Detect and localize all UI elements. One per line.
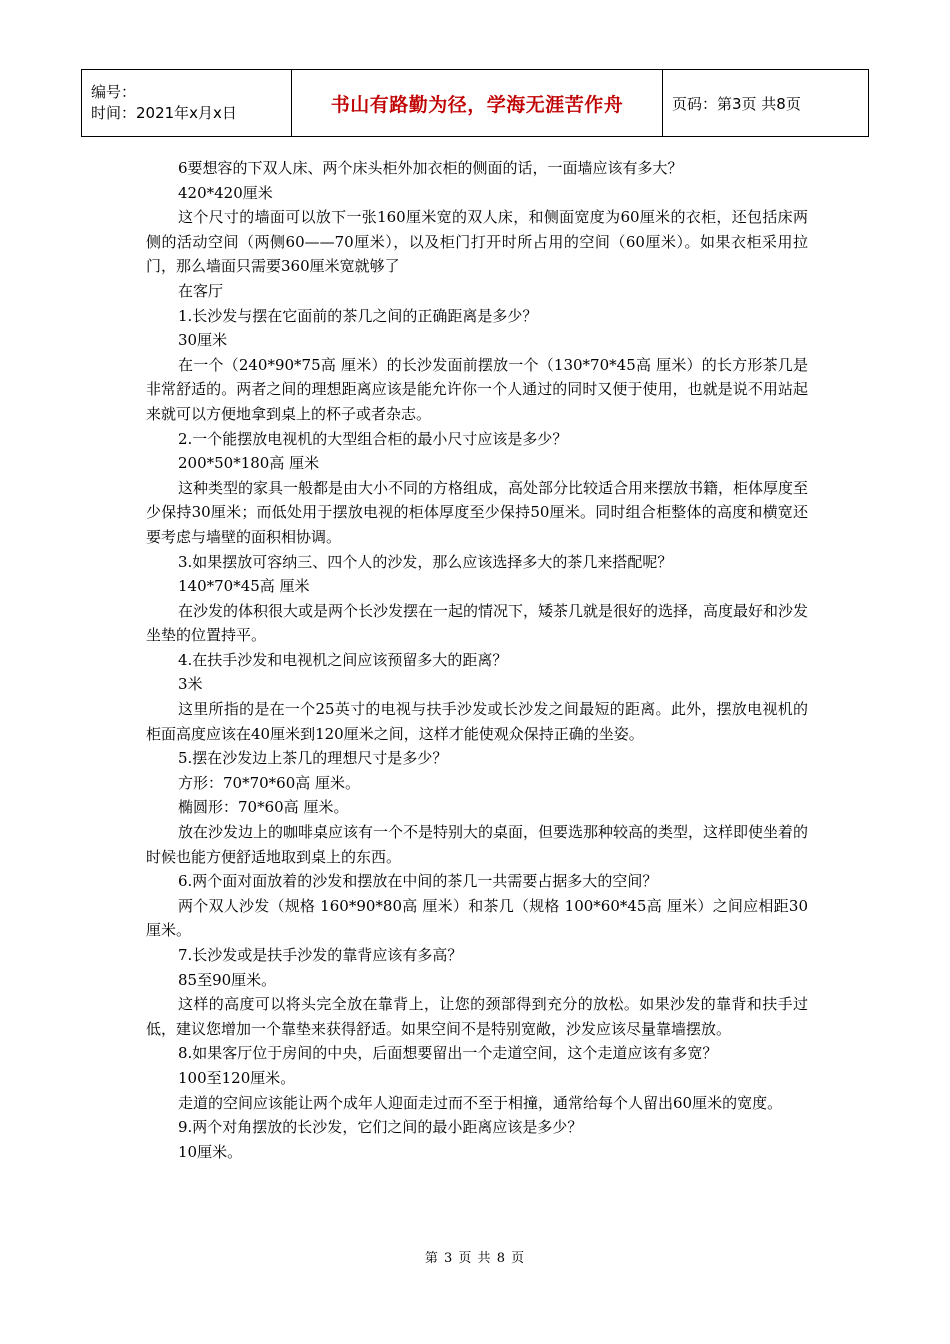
paragraph: 2.一个能摆放电视机的大型组合柜的最小尺寸应该是多少？ — [178, 429, 568, 448]
page-number-cell — [663, 70, 869, 137]
number-label: 编号： — [91, 83, 137, 101]
page-footer: 第 3 页 共 8 页 — [424, 1251, 526, 1266]
paragraph: 6要想容的下双人床、两个床头柜外加衣柜的侧面的话，一面墙应该有多大？ — [178, 159, 683, 177]
header-meta-cell — [82, 70, 292, 137]
paragraph: 在沙发的体积很大或是两个长沙发摆在一起的情况下，矮茶几就是很好的选择，高度最好和沙发坐垫的位置持平。 — [146, 601, 809, 645]
paragraph: 方形：70*70*60高 厘米。 — [178, 773, 361, 792]
paragraph: 85至90厘米。 — [178, 970, 277, 989]
paragraph: 4.在扶手沙发和电视机之间应该预留多大的距离？ — [178, 650, 508, 669]
paragraph: 椭圆形：70*60高 厘米。 — [178, 798, 349, 817]
paragraph: 在客厅 — [178, 281, 224, 300]
paragraph: 这里所指的是在一个25英寸的电视与扶手沙发或长沙发之间最短的距离。此外，摆放电视机的柜面高度应该在40厘米到120厘米之间，这样才能使观众保持正确的坐姿。 — [146, 700, 808, 743]
paragraph: 8.如果客厅位于房间的中央，后面想要留出一个走道空间，这个走道应该有多宽？ — [178, 1044, 718, 1063]
paragraph: 1.长沙发与摆在它面前的茶几之间的正确距离是多少？ — [178, 306, 538, 325]
motto-cell — [292, 70, 663, 137]
paragraph: 140*70*45高 厘米 — [178, 577, 310, 596]
paragraph: 30厘米 — [178, 331, 228, 350]
paragraph: 这种类型的家具一般都是由大小不同的方格组成，高处部分比较适合用来摆放书籍，柜体厚度至少保持30厘米；而低处用于摆放电视的柜体厚度至少保持50厘米。同时组合柜整体的高度和横宽还要考虑与墙壁的面积相协调。 — [146, 478, 809, 546]
paragraph: 9.两个对角摆放的长沙发，它们之间的最小距离应该是多少？ — [178, 1118, 583, 1137]
paragraph: 420*420厘米 — [178, 183, 273, 202]
paragraph: 200*50*180高 厘米 — [178, 454, 320, 473]
paragraph: 放在沙发边上的咖啡桌应该有一个不是特别大的桌面，但要选那种较高的类型，这样即使坐着的时候也能方便舒适地取到桌上的东西。 — [146, 823, 809, 866]
page-label: 页码：第3页 共8页 — [672, 94, 801, 113]
motto-text: 书山有路勤为径，学海无涯苦作舟 — [330, 93, 624, 116]
header-table — [81, 69, 869, 137]
paragraph: 6.两个面对面放着的沙发和摆放在中间的茶几一共需要占据多大的空间？ — [178, 872, 658, 891]
paragraph: 走道的空间应该能让两个成年人迎面走过而不至于相撞，通常给每个人留出60厘米的宽度。 — [178, 1093, 783, 1112]
paragraph: 这个尺寸的墙面可以放下一张160厘米宽的双人床，和侧面宽度为60厘米的衣柜，还包括床两侧的活动空间（两侧60——70厘米），以及柜门打开时所占用的空间（60厘米）。如果衣柜采用拉门，那么墙面只需要360厘米宽就够了 — [146, 208, 808, 276]
paragraph: 7.长沙发或是扶手沙发的靠背应该有多高？ — [178, 946, 463, 964]
document-body — [146, 156, 808, 1164]
paragraph: 在一个（240*90*75高 厘米）的长沙发面前摆放一个（130*70*45高 厘米）的长方形茶几是非常舒适的。两者之间的理想距离应该是能允许你一个人通过的同时又便于使用，也就是说不用站起来就可以方便地拿到桌上的杯子或者杂志。 — [146, 355, 808, 423]
paragraph: 100至120厘米。 — [178, 1068, 296, 1087]
time-label: 时间：2021年x月x日 — [91, 104, 237, 122]
paragraph: 3米 — [178, 675, 203, 694]
paragraph: 5.摆在沙发边上茶几的理想尺寸是多少？ — [178, 749, 448, 768]
paragraph: 10厘米。 — [178, 1142, 243, 1161]
paragraph: 3.如果摆放可容纳三、四个人的沙发，那么应该选择多大的茶几来搭配呢？ — [178, 552, 673, 571]
paragraph: 这样的高度可以将头完全放在靠背上，让您的颈部得到充分的放松。如果沙发的靠背和扶手过低，建议您增加一个靠垫来获得舒适。如果空间不是特别宽敞，沙发应该尽量靠墙摆放。 — [146, 995, 808, 1038]
paragraph: 两个双人沙发（规格 160*90*80高 厘米）和茶几（规格 100*60*45高 厘米）之间应相距30厘米。 — [146, 896, 808, 940]
